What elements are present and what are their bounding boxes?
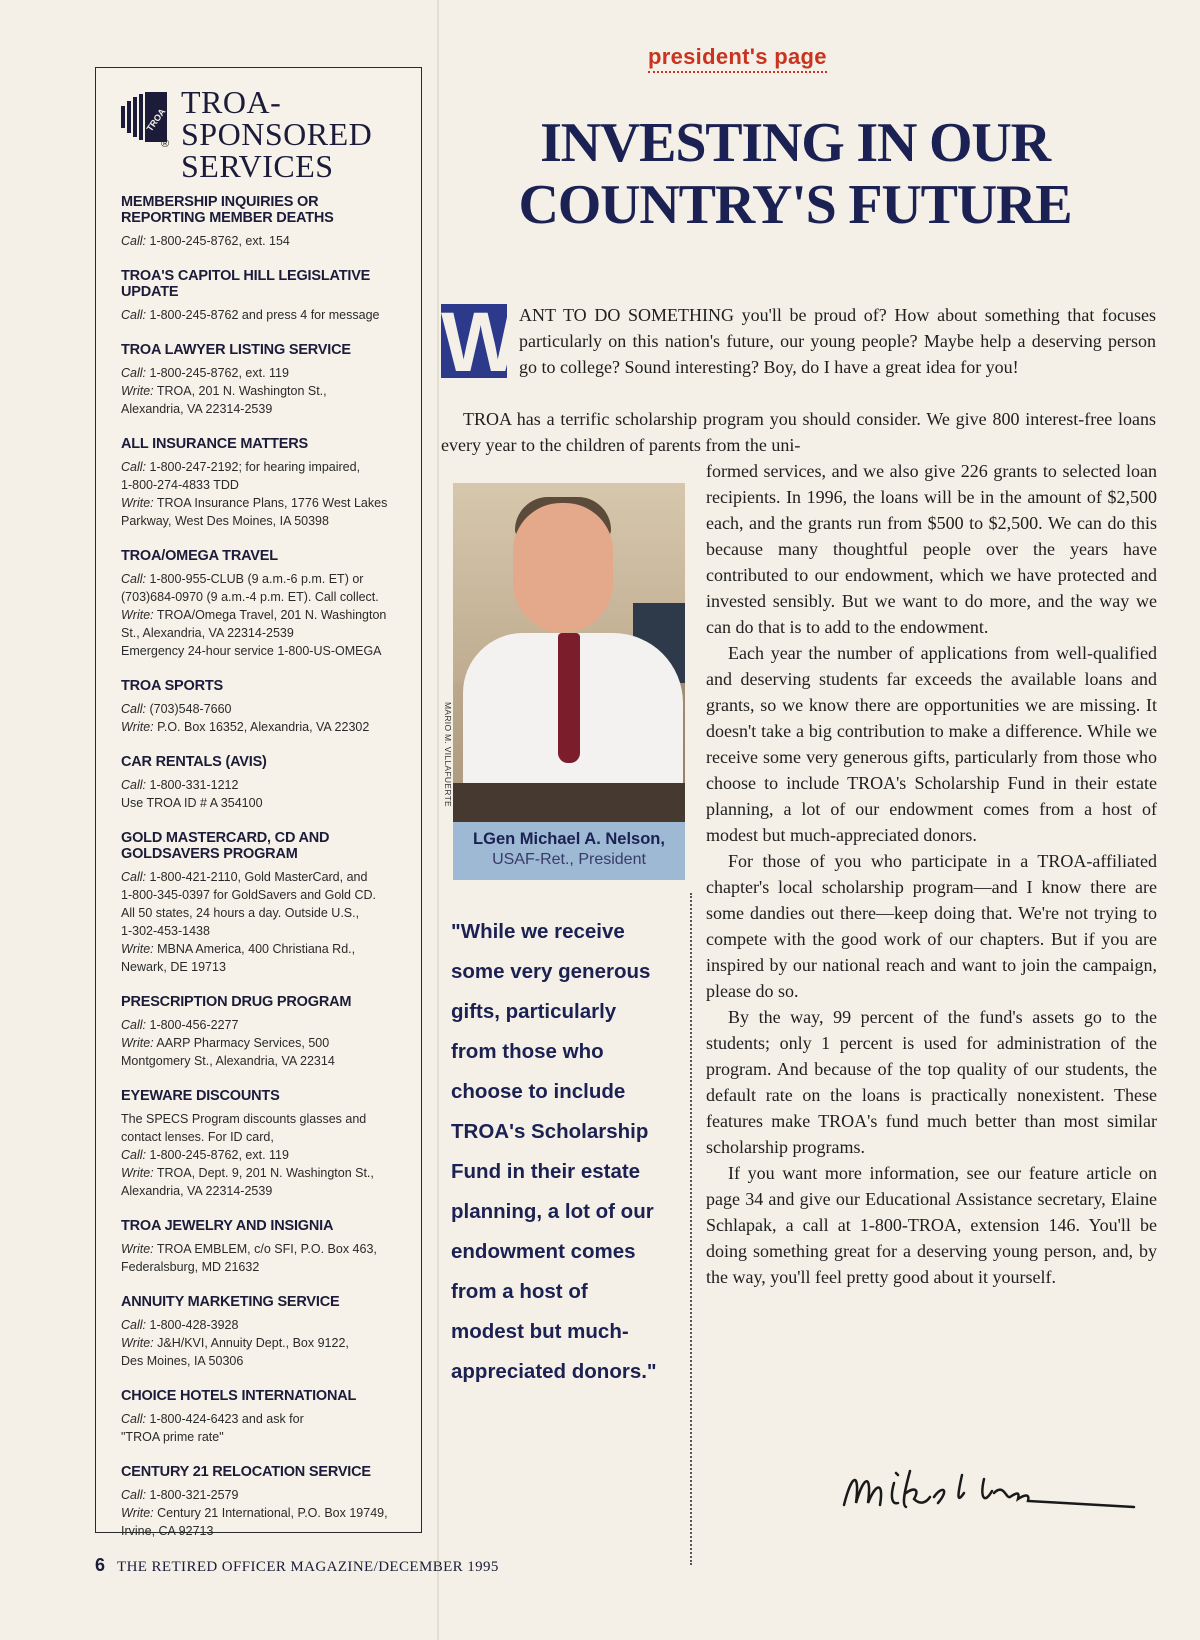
pull-quote-line: some very generous: [451, 960, 651, 983]
services-list: [121, 194, 403, 1540]
service-line-text: TROA/Omega Travel, 201 N. Washington: [153, 608, 387, 622]
service-line-text: The SPECS Program discounts glasses and: [121, 1112, 367, 1126]
service-entry: [121, 1294, 403, 1370]
service-line-text: MBNA America, 400 Christiana Rd.,: [153, 942, 356, 956]
service-line-label: Call:: [121, 308, 147, 322]
service-line-label: Write:: [121, 942, 154, 956]
service-line: [121, 458, 403, 476]
service-line-label: Write:: [121, 1242, 154, 1256]
article-right-column: [706, 458, 1157, 1290]
article-headline: INVESTING IN OUR COUNTRY'S FUTURE: [518, 112, 1072, 236]
service-line-label: Call:: [121, 870, 147, 884]
service-name: CAR RENTALS (AVIS): [121, 754, 267, 770]
service-line-text: Century 21 International, P.O. Box 19749,: [153, 1506, 388, 1520]
service-line-text: "TROA prime rate": [121, 1430, 224, 1444]
service-line-label: Write:: [121, 608, 154, 622]
service-line: [121, 886, 403, 904]
section-kicker: president's page: [648, 44, 827, 73]
service-name: EYEWARE DISCOUNTS: [121, 1088, 280, 1104]
service-line: [121, 364, 403, 382]
article-paragraph: For those of you who participate in a TROA-affiliated chapter's local scholarship program—and I know there are some dandies out there—keep doing that. We're not trying to compete with the good work of our chapters. But if you are inspired by our national reach and want to join the campaign, please do so.: [706, 851, 1157, 1001]
service-line: [121, 512, 403, 530]
service-line-text: 1-800-245-8762, ext. 119: [146, 1148, 289, 1162]
page-gutter: [437, 0, 439, 1640]
service-line-label: Call:: [121, 1488, 147, 1502]
service-line-text: Parkway, West Des Moines, IA 50398: [121, 514, 329, 528]
service-name: ALL INSURANCE MATTERS: [121, 436, 308, 452]
service-line-label: Write:: [121, 1336, 154, 1350]
service-line-label: Call:: [121, 366, 147, 380]
service-line: [121, 606, 403, 624]
service-line-label: Call:: [121, 460, 147, 474]
service-line-text: 1-800-321-2579: [146, 1488, 239, 1502]
pull-quote-line: planning, a lot of our: [451, 1200, 654, 1223]
service-name: TROA'S CAPITOL HILL LEGISLATIVE UPDATE: [121, 268, 371, 300]
service-entry: [121, 548, 403, 660]
service-entry: [121, 1388, 403, 1446]
service-line: [121, 904, 403, 922]
service-line: [121, 1352, 403, 1370]
service-line-label: Call:: [121, 1018, 147, 1032]
service-line: [121, 1316, 403, 1334]
service-line-label: Write:: [121, 1166, 154, 1180]
service-line: [121, 1428, 403, 1446]
service-line-text: 1-800-274-4833 TDD: [121, 478, 239, 492]
service-line: [121, 922, 403, 940]
service-line: [121, 700, 403, 718]
service-name: PRESCRIPTION DRUG PROGRAM: [121, 994, 352, 1010]
service-line-text: Des Moines, IA 50306: [121, 1354, 244, 1368]
president-photo: [453, 483, 685, 822]
caption-role: USAF-Ret., President: [492, 851, 646, 868]
sidebar-title: TROA-SPONSORED SERVICES: [181, 84, 373, 184]
service-line-label: Call:: [121, 1318, 147, 1332]
service-line: [121, 306, 403, 324]
service-name: TROA JEWELRY AND INSIGNIA: [121, 1218, 334, 1234]
service-line-text: 1-800-428-3928: [146, 1318, 239, 1332]
intro-paragraph: ANT TO DO SOMETHING you'll be proud of? How about something that focuses particularly on this nation's future, our young people? Maybe help a deserving person go to college? Sound interesting? Boy, do I have a great idea for you!: [519, 305, 1156, 377]
pull-quote-line: from a host of: [451, 1280, 588, 1303]
service-line: [121, 400, 403, 418]
service-line-text: TROA EMBLEM, c/o SFI, P.O. Box 463,: [153, 1242, 377, 1256]
service-name: GOLD MASTERCARD, CD AND GOLDSAVERS PROGRAM: [121, 830, 330, 862]
service-entry: [121, 342, 403, 418]
pull-quote-line: endowment comes: [451, 1240, 636, 1263]
service-line-text: St., Alexandria, VA 22314-2539: [121, 626, 294, 640]
service-line: [121, 776, 403, 794]
pull-quote: [451, 912, 681, 1392]
service-line-text: All 50 states, 24 hours a day. Outside U.S.,: [121, 906, 360, 920]
service-line-text: 1-800-331-1212: [146, 778, 239, 792]
service-line: [121, 1128, 403, 1146]
signature-image: [834, 1453, 1144, 1523]
service-line-text: 1-800-247-2192; for hearing impaired,: [146, 460, 361, 474]
service-line: [121, 1182, 403, 1200]
article-paragraph-2-top: TROA has a terrific scholarship program you should consider. We give 800 interest-free loans every year to the children of parents from the uni-: [441, 409, 1156, 455]
service-line: [121, 1504, 403, 1522]
service-line-label: Write:: [121, 496, 154, 510]
article-paragraph: Each year the number of applications from well-qualified and deserving students far exceeds the available loans and grants, so we know there are opportunities we are missing. It doesn't take a big contribution to make a difference. While we receive some very generous gifts, particularly from those who choose to include TROA's Scholarship Fund in their estate planning, a lot of our endowment comes from a host of modest but much-appreciated donors.: [706, 643, 1157, 845]
service-line: [121, 494, 403, 512]
article-paragraph: formed services, and we also give 226 grants to selected loan recipients. In 1996, the loans will be in the amount of $2,500 each, and the grants run from $500 to $2,500. We can do this because many thoughtful people over the years have contributed to our endowment, which we have protected and invested sensibly. But we want to do more, and the way we can do that is to add to the endowment.: [706, 461, 1157, 637]
service-line-label: Call:: [121, 778, 147, 792]
service-line: [121, 1522, 403, 1540]
service-line-text: 1-800-955-CLUB (9 a.m.-6 p.m. ET) or: [146, 572, 364, 586]
pull-quote-line: from those who: [451, 1040, 604, 1063]
article-paragraph: If you want more information, see our feature article on page 34 and give our Educational Assistance secretary, Elaine Schlapak, a call at 1-800-TROA, extension 146. You'll be doing something great for a deserving young person, and, by the way, you'll feel pretty good about it yourself.: [706, 1163, 1157, 1287]
logo-text: TROA: [144, 106, 168, 134]
service-line: [121, 1016, 403, 1034]
pull-quote-line: choose to include: [451, 1080, 626, 1103]
troa-logo-icon: [121, 92, 171, 150]
service-line-text: 1-302-453-1438: [121, 924, 210, 938]
page-number: 6: [95, 1555, 106, 1575]
service-line-text: TROA Insurance Plans, 1776 West Lakes: [153, 496, 388, 510]
service-line: [121, 958, 403, 976]
service-line: [121, 1334, 403, 1352]
service-entry: [121, 268, 403, 324]
service-line: [121, 940, 403, 958]
service-line-label: Write:: [121, 720, 154, 734]
page-folio: [95, 1555, 499, 1576]
service-line-label: Call:: [121, 1412, 147, 1426]
service-line: [121, 1240, 403, 1258]
service-line-text: Alexandria, VA 22314-2539: [121, 402, 273, 416]
service-line: [121, 1146, 403, 1164]
service-name: TROA/OMEGA TRAVEL: [121, 548, 278, 564]
service-line-text: 1-800-424-6423 and ask for: [146, 1412, 304, 1426]
service-entry: [121, 754, 403, 812]
service-line-text: TROA, 201 N. Washington St.,: [153, 384, 327, 398]
service-line-text: TROA, Dept. 9, 201 N. Washington St.,: [153, 1166, 374, 1180]
service-line-label: Call:: [121, 234, 147, 248]
service-name: ANNUITY MARKETING SERVICE: [121, 1294, 340, 1310]
service-line-text: 1-800-245-8762 and press 4 for message: [146, 308, 380, 322]
photo-caption: [453, 822, 685, 880]
service-line-label: Write:: [121, 1036, 154, 1050]
service-line: [121, 1258, 403, 1276]
service-line-text: Emergency 24-hour service 1-800-US-OMEGA: [121, 644, 382, 658]
service-line-text: (703)684-0970 (9 a.m.-4 p.m. ET). Call collect.: [121, 590, 379, 604]
service-line: [121, 1110, 403, 1128]
service-name: CHOICE HOTELS INTERNATIONAL: [121, 1388, 357, 1404]
photo-credit: MARIO M. VILLAFUERTE: [443, 702, 453, 808]
service-line: [121, 1410, 403, 1428]
registered-mark: ®: [161, 138, 170, 150]
service-line: [121, 718, 403, 736]
service-line: [121, 1164, 403, 1182]
service-line: [121, 1034, 403, 1052]
drop-cap: W: [441, 295, 521, 389]
service-line: [121, 794, 403, 812]
service-entry: [121, 1464, 403, 1540]
pull-quote-line: appreciated donors.": [451, 1360, 657, 1383]
service-line-text: 1-800-345-0397 for GoldSavers and Gold CD.: [121, 888, 377, 902]
service-line-text: Irvine, CA 92713: [121, 1524, 214, 1538]
service-line: [121, 232, 403, 250]
service-line-text: contact lenses. For ID card,: [121, 1130, 274, 1144]
pull-quote-line: modest but much-: [451, 1320, 629, 1343]
service-line: [121, 868, 403, 886]
service-entry: [121, 1088, 403, 1200]
service-name: TROA LAWYER LISTING SERVICE: [121, 342, 351, 358]
pull-quote-line: "While we receive: [451, 920, 625, 943]
service-line-text: 1-800-456-2277: [146, 1018, 239, 1032]
article-intro: [441, 295, 1156, 389]
pull-quote-line: Fund in their estate: [451, 1160, 641, 1183]
pull-quote-line: TROA's Scholarship: [451, 1120, 649, 1143]
service-line-label: Call:: [121, 1148, 147, 1162]
sponsored-services-sidebar: [95, 67, 422, 1538]
service-line-text: J&H/KVI, Annuity Dept., Box 9122,: [153, 1336, 349, 1350]
service-line-label: Call:: [121, 702, 147, 716]
service-name: CENTURY 21 RELOCATION SERVICE: [121, 1464, 371, 1480]
service-name: MEMBERSHIP INQUIRIES OR REPORTING MEMBER DEATHS: [121, 194, 334, 226]
service-line: [121, 624, 403, 642]
pull-quote-line: gifts, particularly: [451, 1000, 617, 1023]
service-line-text: Montgomery St., Alexandria, VA 22314: [121, 1054, 335, 1068]
service-entry: [121, 994, 403, 1070]
service-entry: [121, 678, 403, 736]
service-line-text: (703)548-7660: [146, 702, 232, 716]
service-entry: [121, 1218, 403, 1276]
service-line-text: 1-800-245-8762, ext. 119: [146, 366, 289, 380]
service-line-text: 1-800-421-2110, Gold MasterCard, and: [146, 870, 368, 884]
service-line-label: Call:: [121, 572, 147, 586]
service-line-text: Federalsburg, MD 21632: [121, 1260, 260, 1274]
column-rule: [690, 893, 692, 1565]
caption-name: LGen Michael A. Nelson,: [473, 830, 665, 848]
service-line: [121, 1486, 403, 1504]
service-line-text: 1-800-245-8762, ext. 154: [146, 234, 290, 248]
service-line: [121, 1052, 403, 1070]
service-entry: [121, 194, 403, 250]
service-line-label: Write:: [121, 1506, 154, 1520]
service-entry: [121, 436, 403, 530]
magazine-name: THE RETIRED OFFICER MAGAZINE/DECEMBER 1995: [117, 1559, 499, 1575]
service-line: [121, 588, 403, 606]
sidebar-header: [121, 86, 403, 182]
service-line-text: P.O. Box 16352, Alexandria, VA 22302: [153, 720, 370, 734]
service-line: [121, 382, 403, 400]
service-line-text: Newark, DE 19713: [121, 960, 226, 974]
service-line-text: AARP Pharmacy Services, 500: [153, 1036, 330, 1050]
service-line: [121, 476, 403, 494]
service-line: [121, 642, 403, 660]
service-name: TROA SPORTS: [121, 678, 223, 694]
service-entry: [121, 830, 403, 976]
article-paragraph: By the way, 99 percent of the fund's assets go to the students; only 1 percent is used for administration of the program. And because of the top quality of our students, the default rate on the loans is practically nonexistent. These features make TROA's fund much better than most similar scholarship programs.: [706, 1007, 1157, 1157]
service-line: [121, 570, 403, 588]
service-line-text: Use TROA ID # A 354100: [121, 796, 263, 810]
service-line-text: Alexandria, VA 22314-2539: [121, 1184, 273, 1198]
service-line-label: Write:: [121, 384, 154, 398]
